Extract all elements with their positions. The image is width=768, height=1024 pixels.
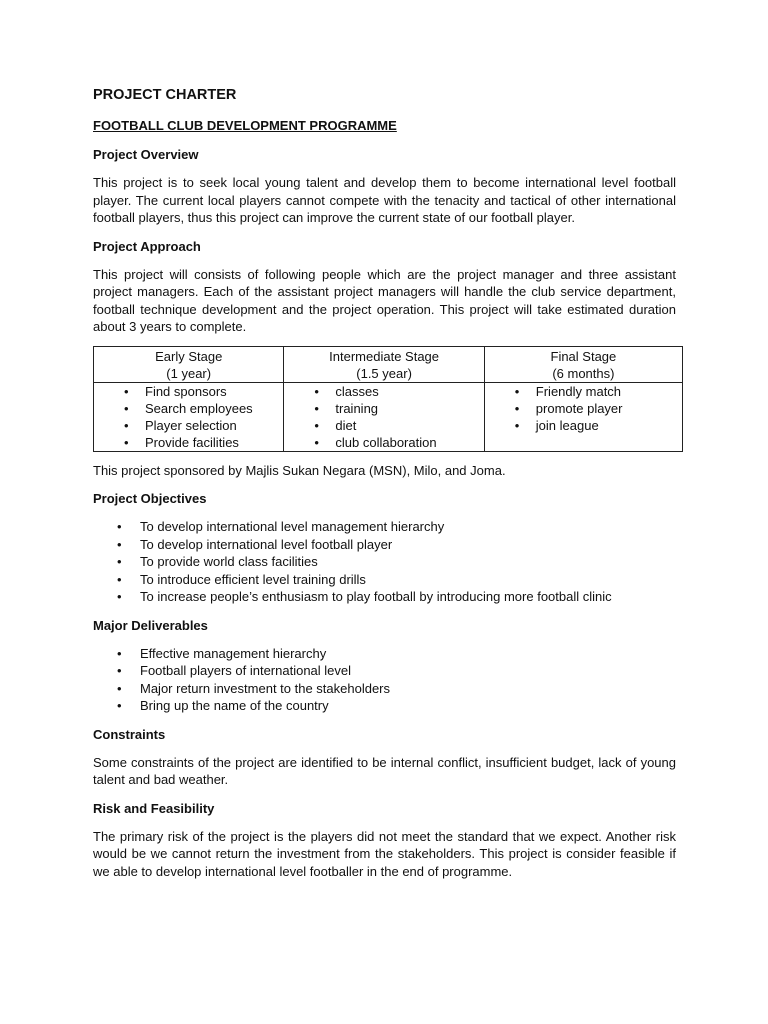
- stage-cell-intermediate: [284, 382, 484, 451]
- list-item: • Find sponsors: [94, 383, 283, 400]
- sponsor-paragraph: This project sponsored by Majlis Sukan Negara (MSN), Milo, and Joma.: [93, 462, 506, 478]
- stage-task-list: [284, 383, 483, 451]
- page-title: PROJECT CHARTER: [93, 87, 237, 103]
- list-item: • Provide facilities: [94, 434, 283, 451]
- stage-header-intermediate: [284, 346, 484, 382]
- list-item: • diet: [284, 417, 483, 434]
- stage-header-final: [484, 346, 682, 382]
- constraints-paragraph: Some constraints of the project are identified to be internal conflict, insufficient budget, lack of young talent and bad weather.: [93, 754, 676, 787]
- overview-heading: Project Overview: [93, 147, 199, 162]
- risk-heading: Risk and Feasibility: [93, 800, 215, 816]
- list-item: • Football players of international level: [93, 662, 676, 680]
- stage-cell-early: [94, 382, 284, 451]
- stages-table: [93, 346, 683, 452]
- list-item: • promote player: [485, 400, 682, 417]
- objectives-list: [93, 518, 676, 606]
- approach-paragraph: This project will consists of following people which are the project manager and three assistant project managers. Each of the assistant project managers will handle the club service department, football technique development and the project operation. This project will take estimated duration about 3 years to complete.: [93, 266, 676, 334]
- risk-paragraph: The primary risk of the project is the players did not meet the standard that we expect. Another risk would be we cannot return the investment from the stakeholders. This project is consider feasible if we able to develop international level footballer in the end of programme.: [93, 828, 676, 879]
- list-item: • To increase people’s enthusiasm to play football by introducing more football clinic: [93, 588, 676, 606]
- list-item: • classes: [284, 383, 483, 400]
- list-item: • To provide world class facilities: [93, 553, 676, 571]
- list-item: • join league: [485, 417, 682, 434]
- list-item: • Player selection: [94, 417, 283, 434]
- list-item: • To introduce efficient level training drills: [93, 571, 676, 589]
- stage-duration: (6 months): [552, 365, 615, 381]
- stage-duration: (1.5 year): [356, 365, 412, 381]
- stage-name: Intermediate Stage: [329, 348, 440, 364]
- deliverables-heading: Major Deliverables: [93, 617, 208, 633]
- list-item: • training: [284, 400, 483, 417]
- list-item: • To develop international level management hierarchy: [93, 518, 676, 536]
- stage-name: Final Stage: [550, 348, 617, 364]
- stage-task-list: [485, 383, 682, 434]
- list-item: • Major return investment to the stakeholders: [93, 680, 676, 698]
- stages-header-row: [94, 346, 683, 382]
- list-item: • Effective management hierarchy: [93, 645, 676, 663]
- list-item: • To develop international level football player: [93, 536, 676, 554]
- list-item: • club collaboration: [284, 434, 483, 451]
- stage-cell-final: [484, 382, 682, 451]
- list-item: • Bring up the name of the country: [93, 697, 676, 715]
- approach-heading: Project Approach: [93, 238, 201, 254]
- stage-name: Early Stage: [155, 348, 223, 364]
- document-page: [93, 84, 676, 880]
- stage-header-early: [94, 346, 284, 382]
- constraints-heading: Constraints: [93, 726, 166, 742]
- objectives-heading: Project Objectives: [93, 491, 207, 506]
- stages-body-row: [94, 382, 683, 451]
- stage-duration: (1 year): [166, 365, 212, 381]
- deliverables-list: [93, 645, 676, 715]
- list-item: • Search employees: [94, 400, 283, 417]
- document-subtitle: FOOTBALL CLUB DEVELOPMENT PROGRAMME: [93, 118, 397, 133]
- list-item: • Friendly match: [485, 383, 682, 400]
- overview-paragraph: This project is to seek local young talent and develop them to become international level football player. The current local players cannot compete with the tenacity and tactical of other international football players, thus this project can improve the current state of our football player.: [93, 175, 676, 225]
- stage-task-list: [94, 383, 283, 451]
